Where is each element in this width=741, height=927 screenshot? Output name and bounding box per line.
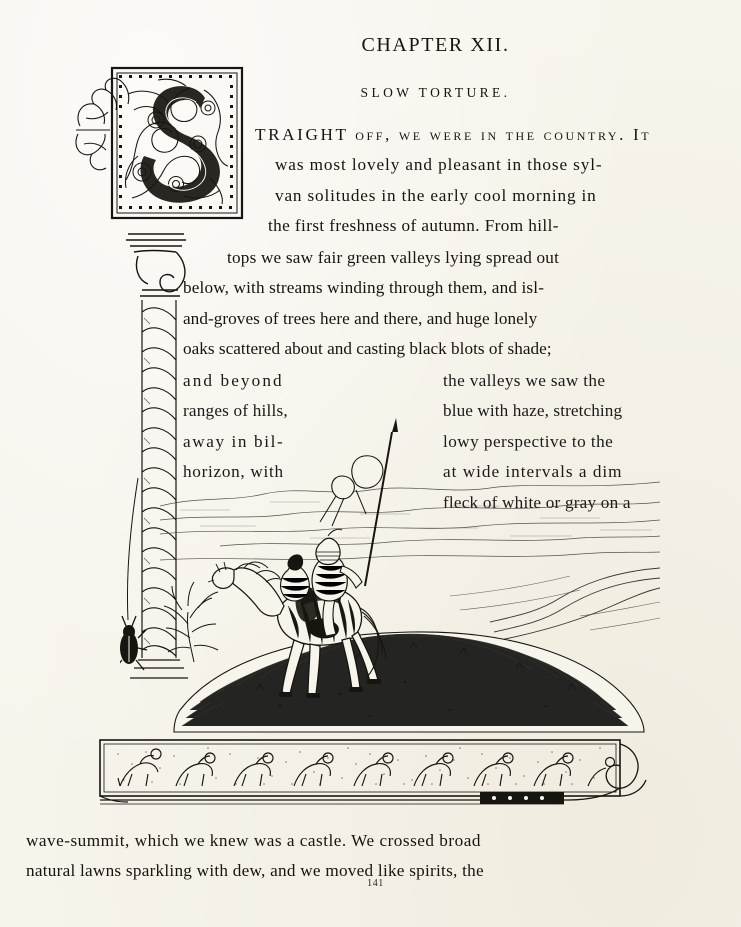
grotesque-figures-frieze-icon <box>98 734 648 812</box>
text-line: away in bil- <box>183 431 285 451</box>
text-line: wave-summit, which we knew was a castle. We crossed broad <box>26 831 481 850</box>
text-line: lowy perspective to the <box>443 431 614 451</box>
page-number: 141 <box>367 878 384 889</box>
knight-on-horseback-illustration <box>160 410 660 740</box>
section-heading-text: SLOW TORTURE. <box>360 85 511 100</box>
beetle-icon <box>120 616 147 670</box>
text-line: the first freshness of autumn. From hill- <box>268 216 559 236</box>
text-line: horizon, with <box>183 462 284 482</box>
text-line: the valleys we saw the <box>443 371 606 390</box>
text-line: van solitudes in the early cool morning in <box>275 185 597 205</box>
text-line: was most lovely and pleasant in those syl- <box>275 155 603 175</box>
text-line: natural lawns sparkling with dew, and we moved like spirits, the <box>26 861 484 881</box>
text-line: blue with haze, stretching <box>443 401 623 421</box>
text-line: and-groves of trees here and there, and huge lonely <box>183 308 538 328</box>
text-line: and beyond <box>183 371 284 390</box>
text-line: below, with streams winding through them, and isl- <box>183 278 545 298</box>
paragraph-full-measure-lines <box>183 243 722 365</box>
second-rider-figure <box>281 554 310 601</box>
main-illustration <box>160 410 660 740</box>
chapter-heading-text: CHAPTER XII. <box>361 34 510 56</box>
decorated-initial-S-icon <box>72 60 250 232</box>
paragraph-opening-lines <box>255 120 722 242</box>
text-line: TRAIGHT off, we were in the country. It <box>255 125 652 144</box>
decorated-initial-panel <box>72 60 250 232</box>
text-line: tops we saw fair green valleys lying spread out <box>227 248 560 267</box>
text-line: fleck of white or gray on a <box>443 492 631 512</box>
text-line: at wide intervals a dim <box>443 462 623 482</box>
text-line: ranges of hills, <box>183 401 288 421</box>
bottom-frieze <box>98 734 648 812</box>
chapter-heading <box>0 34 741 57</box>
text-line: oaks scattered about and casting black blots of shade; <box>183 339 552 359</box>
